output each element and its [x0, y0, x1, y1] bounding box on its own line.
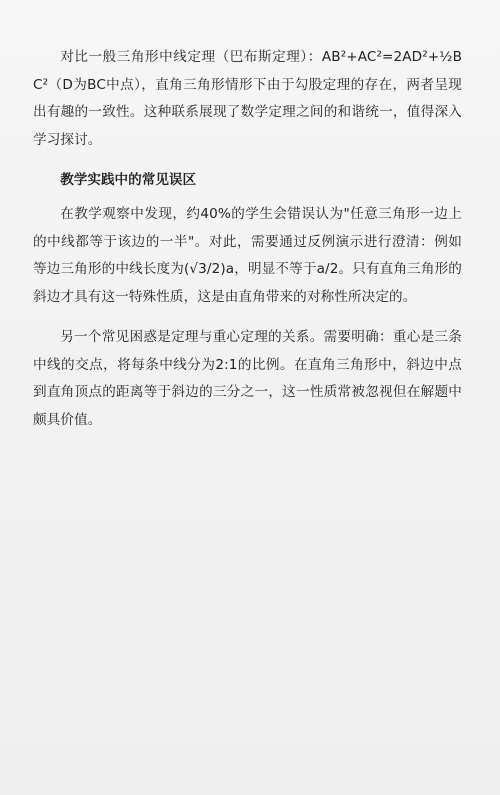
paragraph-centroid-relation: 另一个常见困惑是定理与重心定理的关系。需要明确：重心是三条中线的交点，将每条中线分为2:1的比例。在直角三角形中，斜边中点到直角顶点的距离等于斜边的三分之一，这一性质常被忽视但在解题中颇具价值。: [33, 329, 462, 428]
section-heading-common-misconceptions: 教学实践中的常见误区: [60, 172, 197, 188]
paragraph-misconception-median-half: 在教学观察中发现，约40%的学生会错误认为"任意三角形一边上的中线都等于该边的一半"。对此，需要通过反例演示进行澄清：例如等边三角形的中线长度为(√3/2)a，明显不等于a/2。只有直角三角形的斜边才具有这一特殊性质，这是由直角带来的对称性所决定的。: [33, 206, 462, 305]
paragraph-median-theorem-comparison: 对比一般三角形中线定理（巴布斯定理）：AB²+AC²=2AD²+½BC²（D为BC中点），直角三角形情形下由于勾股定理的存在，两者呈现出有趣的一致性。这种联系展现了数学定理之间的和谐统一，值得深入学习探讨。: [33, 49, 462, 148]
